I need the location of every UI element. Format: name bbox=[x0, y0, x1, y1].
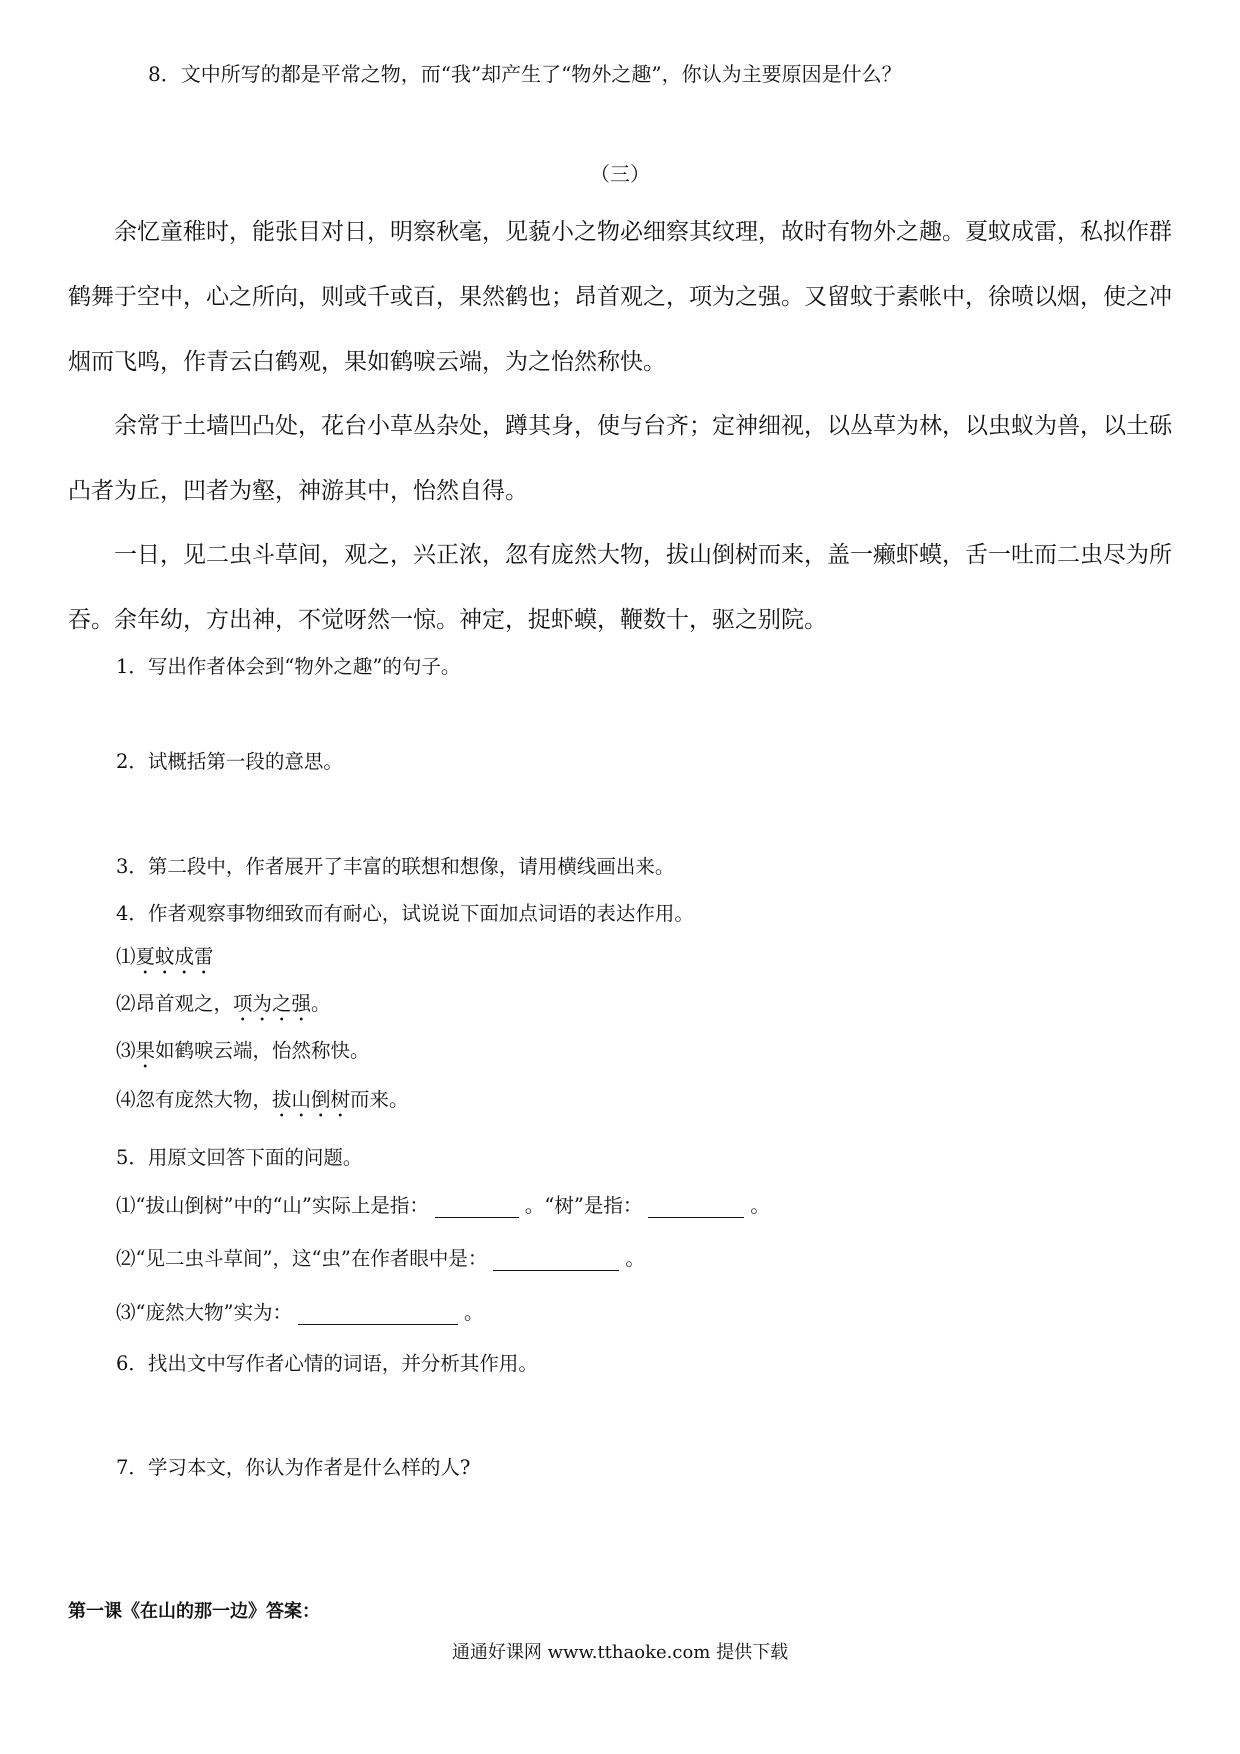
question-6: 6．找出文中写作者心情的词语，并分析其作用。 bbox=[116, 1352, 538, 1375]
item-text: 。 bbox=[750, 1194, 770, 1217]
item-text: ⑶“庞然大物”实为： bbox=[116, 1301, 292, 1324]
item-text: ⑵“见二虫斗草间”，这“虫”在作者眼中是： bbox=[116, 1247, 488, 1270]
passage-paragraph-3 bbox=[68, 523, 1176, 653]
paragraph-text: 一日，见二虫斗草间，观之，兴正浓，忽有庞然大物，拔山倒树而来，盖一癞虾蟆，舌一吐而二虫尽为所吞。余年幼，方出神，不觉呀然一惊。神定，捉虾蟆，鞭数十，驱之别院。 bbox=[68, 542, 1172, 633]
question-3: 3．第二段中，作者展开了丰富的联想和想像，请用横线画出来。 bbox=[116, 855, 675, 878]
dotted-phrase: 拔山倒树 bbox=[272, 1088, 351, 1111]
paragraph-text: 余忆童稚时，能张目对日，明察秋毫，见藐小之物必细察其纹理，故时有物外之趣。夏蚊成雷，私拟作群鹤舞于空中，心之所向，则或千或百，果然鹤也；昂首观之，项为之强。又留蚊于素帐中，徐喷以烟，使之冲烟而飞鸣，作青云白鹤观，果如鹤唳云端，为之怡然称快。 bbox=[68, 219, 1172, 375]
section-title: （三） bbox=[590, 162, 650, 186]
question-5: 5．用原文回答下面的问题。 bbox=[116, 1146, 363, 1169]
item-text: 。 bbox=[625, 1247, 645, 1270]
item-number: ⑵ bbox=[116, 992, 136, 1015]
item-text: 。“树”是指： bbox=[524, 1194, 643, 1217]
item-number: ⑴ bbox=[116, 945, 136, 968]
answer-blank[interactable] bbox=[298, 1304, 458, 1325]
dotted-phrase: 果 bbox=[135, 1039, 156, 1062]
question-5-item-3 bbox=[116, 1297, 483, 1325]
question-5-item-1 bbox=[116, 1190, 770, 1218]
item-text: ⑴“拔山倒树”中的“山”实际上是指： bbox=[116, 1194, 429, 1217]
question-2: 2．试概括第一段的意思。 bbox=[116, 750, 343, 773]
question-4-item-1 bbox=[116, 941, 214, 979]
answer-blank[interactable] bbox=[435, 1197, 519, 1218]
item-text-post: 而来。 bbox=[350, 1088, 409, 1111]
answer-blank[interactable] bbox=[493, 1250, 619, 1271]
item-number: ⑶ bbox=[116, 1039, 136, 1062]
passage-paragraph-1 bbox=[68, 200, 1176, 395]
item-text: 。 bbox=[463, 1301, 484, 1324]
question-4: 4．作者观察事物细致而有耐心，试说说下面加点词语的表达作用。 bbox=[116, 902, 694, 925]
question-8: 8．文中所写的都是平常之物，而“我”却产生了“物外之趣”，你认为主要原因是什么？ bbox=[148, 62, 902, 86]
item-text-pre: 忽有庞然大物， bbox=[135, 1088, 273, 1111]
question-7: 7．学习本文，你认为作者是什么样的人? bbox=[116, 1456, 471, 1479]
footer-credit: 通通好课网 www.tthaoke.com 提供下载 bbox=[451, 1642, 789, 1663]
item-number: ⑷ bbox=[116, 1088, 136, 1111]
question-4-item-2 bbox=[116, 988, 331, 1026]
item-text-pre: 昂首观之， bbox=[135, 992, 234, 1015]
passage-paragraph-2 bbox=[68, 394, 1176, 524]
answer-blank[interactable] bbox=[648, 1197, 744, 1218]
question-4-item-3 bbox=[116, 1035, 370, 1073]
dotted-phrase: 夏蚊成雷 bbox=[135, 945, 214, 968]
question-4-item-4 bbox=[116, 1084, 409, 1122]
item-text-post: 。 bbox=[311, 992, 331, 1015]
item-text-post: 如鹤唳云端，怡然称快。 bbox=[155, 1039, 370, 1062]
answer-heading: 第一课《在山的那一边》答案： bbox=[68, 1601, 320, 1622]
dotted-phrase: 项为之强 bbox=[233, 992, 312, 1015]
question-5-item-2 bbox=[116, 1243, 645, 1271]
question-1: 1．写出作者体会到“物外之趣”的句子。 bbox=[116, 655, 461, 678]
paragraph-text: 余常于土墙凹凸处，花台小草丛杂处，蹲其身，使与台齐；定神细视，以丛草为林，以虫蚁为兽，以土砾凸者为丘，凹者为壑，神游其中，怡然自得。 bbox=[68, 413, 1172, 504]
